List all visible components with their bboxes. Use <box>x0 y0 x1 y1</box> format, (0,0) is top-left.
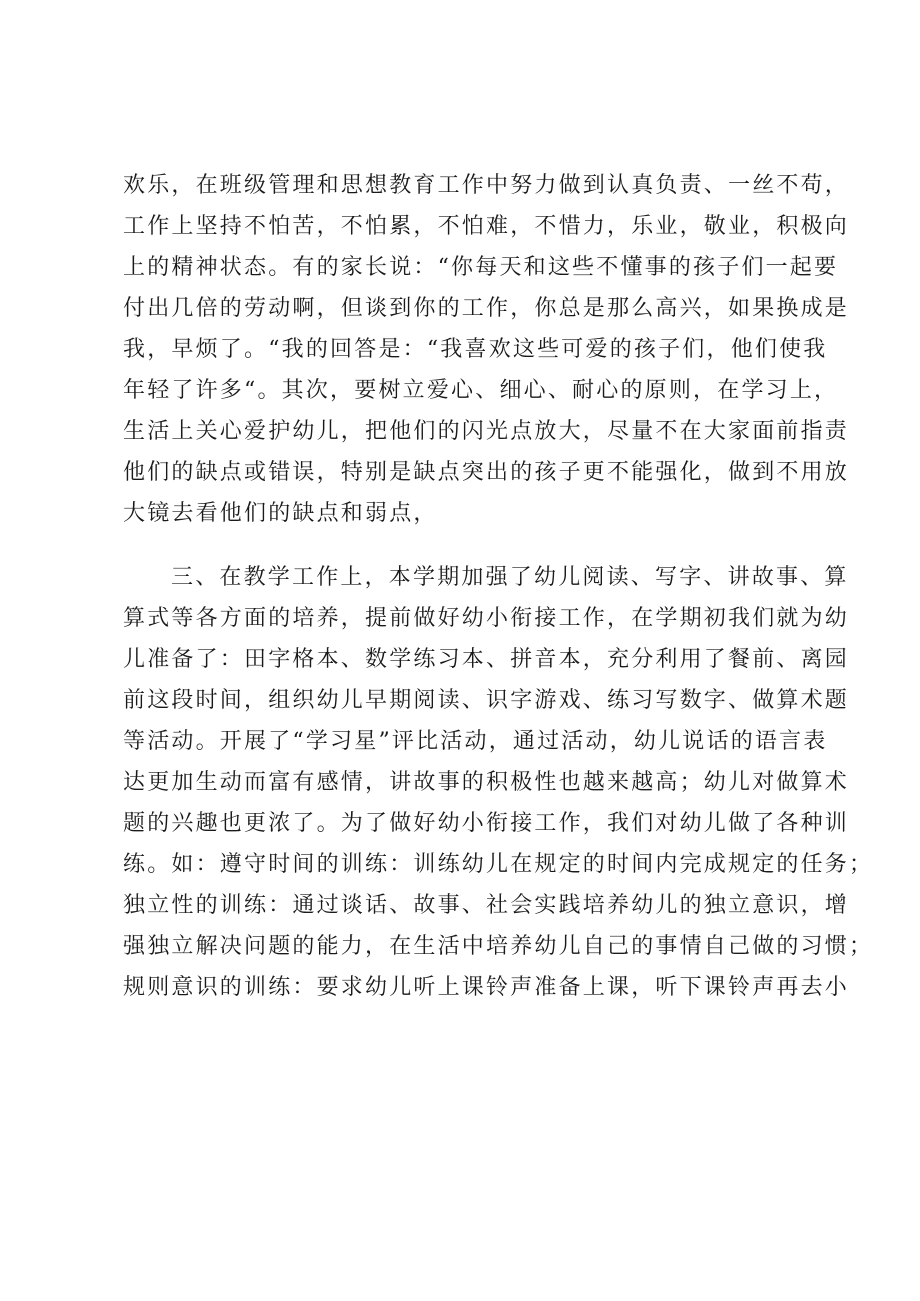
paragraph-1-line: 我，早烦了。“我的回答是：“我喜欢这些可爱的孩子们，他们使我 <box>123 337 828 362</box>
paragraph-2-line: 三、在教学工作上，本学期加强了幼儿阅读、写字、讲故事、算 <box>171 565 849 590</box>
paragraph-1-line: 生活上关心爱护幼儿，把他们的闪光点放大，尽量不在大家面前指责 <box>123 419 850 444</box>
paragraph-1-line: 大镜去看他们的缺点和弱点， <box>123 501 438 526</box>
paragraph-2-line: 规则意识的训练：要求幼儿听上课铃声准备上课，听下课铃声再去小 <box>123 975 850 1000</box>
paragraph-2-line: 儿准备了：田字格本、数学练习本、拼音本，充分利用了餐前、离园 <box>123 647 850 672</box>
paragraph-1-line: 付出几倍的劳动啊，但谈到你的工作，你总是那么高兴，如果换成是 <box>123 296 850 321</box>
paragraph-2-line: 前这段时间，组织幼儿早期阅读、识字游戏、练习写数字、做算术题 <box>123 688 850 713</box>
paragraph-2-line: 题的兴趣也更浓了。为了做好幼小衔接工作，我们对幼儿做了各种训 <box>123 811 850 836</box>
paragraph-1-line: 上的精神状态。有的家长说：“你每天和这些不懂事的孩子们一起要 <box>123 255 839 280</box>
paragraph-1-line: 工作上坚持不怕苦，不怕累，不怕难，不惜力，乐业，敬业，积极向 <box>123 214 850 239</box>
paragraph-1-line: 欢乐，在班级管理和思想教育工作中努力做到认真负责、一丝不苟， <box>123 173 850 198</box>
paragraph-2-line: 算式等各方面的培养，提前做好幼小衔接工作，在学期初我们就为幼 <box>123 606 850 631</box>
paragraph-1-line: 他们的缺点或错误，特别是缺点突出的孩子更不能强化，做到不用放 <box>123 460 850 485</box>
paragraph-2-line: 达更加生动而富有感情，讲故事的积极性也越来越高；幼儿对做算术 <box>123 770 850 795</box>
paragraph-1-line: 年轻了许多“。其次，要树立爱心、细心、耐心的原则，在学习上， <box>123 378 839 403</box>
paragraph-2-line: 练。如：遵守时间的训练：训练幼儿在规定的时间内完成规定的任务； <box>123 852 874 877</box>
paragraph-2-line: 独立性的训练：通过谈话、故事、社会实践培养幼儿的独立意识，增 <box>123 893 850 918</box>
paragraph-2-line: 强独立解决问题的能力，在生活中培养幼儿自己的事情自己做的习惯； <box>123 934 874 959</box>
paragraph-2-line: 等活动。开展了“学习星”评比活动，通过活动，幼儿说话的语言表 <box>123 729 828 754</box>
